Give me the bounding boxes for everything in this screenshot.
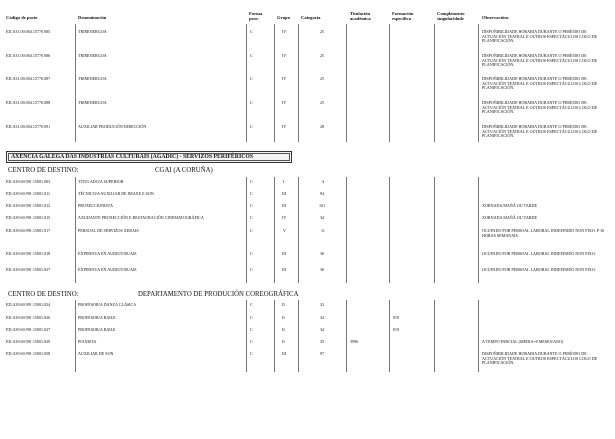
row-grupo: II — [282, 327, 285, 332]
row-code: ED.A39.60.991.15001.027 — [6, 267, 51, 272]
grid-line — [274, 24, 275, 142]
row-forma: C — [250, 302, 253, 307]
row-observacions: XORNADA MAÑÁ OU TARDE — [482, 203, 537, 208]
grid-line — [478, 177, 479, 283]
row-code: ED.A31.00.004.15770.088 — [6, 100, 51, 105]
row-code: ED.A39.60.991.15001.011 — [6, 191, 51, 196]
row-categoria: 94 — [320, 191, 325, 196]
row-forma: C — [250, 29, 253, 34]
row-grupo: II — [282, 302, 285, 307]
col-header-complemento: Complemento singularidade — [437, 11, 465, 22]
row-grupo: III — [282, 203, 287, 208]
agency-band-title: AXENCIA GALEGA DAS INDUSTRIAS CULTURAIS (AGADIC) - SERVIZOS PERIFÉRICOS — [11, 154, 254, 160]
row-observacions: DISPOÑIBILIDADE HORARIA DURANTE O PERÍODO DE ACTUACIÓN TEATRAL E OUTROS ESPECTÁCULOS LOGO DE PLANIFICACIÓN. — [482, 76, 598, 91]
row-categoria: 11 — [321, 228, 325, 233]
row-observacions: DISPOÑIBILIDADE HORARIA DURANTE O PERÍODO DE ACTUACIÓN TEATRAL E OUTROS ESPECTÁCULOS LOGO DE PLANIFICACIÓN. — [482, 53, 598, 68]
row-grupo: V — [283, 228, 286, 233]
row-observacions: DISPOÑIBILIDADE HORARIA DURANTE O PERÍODO DE ACTUACIÓN TEATRAL E OUTROS ESPECTÁCULOS LOGO DE PLANIFICACIÓN. — [482, 29, 598, 44]
row-categoria: 25 — [320, 29, 325, 34]
row-categoria: 34 — [320, 215, 325, 220]
row-grupo: III — [282, 267, 287, 272]
row-denominacion: PERSOAL DE SERVIZOS XERAIS — [78, 228, 139, 233]
row-categoria: 34 — [320, 327, 325, 332]
row-denominacion: PROFESOR/A DANZA CLÁSICA — [78, 302, 137, 307]
row-code: ED.A39.60.991.15001.058 — [6, 351, 51, 356]
row-grupo: IV — [282, 76, 287, 81]
row-code: ED.A39.60.991.15001.026 — [6, 315, 51, 320]
grid-line — [478, 300, 479, 372]
col-header-titulacion: Titulación académica — [350, 11, 371, 22]
grid-line — [298, 24, 299, 142]
grid-line — [246, 24, 247, 142]
row-grupo: IV — [282, 215, 287, 220]
grid-line — [346, 24, 347, 142]
row-observacions: OCUPADO POR PERSOAL LABORAL INDEFINIDO NON FIXO. — [482, 267, 596, 272]
row-observacions: DISPOÑIBILIDADE HORARIA DURANTE O PERÍODO DE ACTUACIÓN TEATRAL E OUTROS ESPECTÁCULOS LOGO DE PLANIFICACIÓN. — [482, 124, 598, 139]
row-observacions: OCUPADO POR PERSOAL LABORAL INDEFINIDO NON FIXO. — [482, 251, 596, 256]
row-code: ED.A39.60.991.15001.029 — [6, 339, 51, 344]
row-denominacion: AUXILIAR DE SON — [78, 351, 114, 356]
col-header-grupo: Grupo — [277, 15, 291, 20]
centro1-name: CGAI (A CORUÑA) — [155, 167, 213, 174]
row-denominacion: TRIMOIERGOA — [78, 29, 107, 34]
row-forma: C — [250, 215, 253, 220]
row-forma: C — [250, 124, 253, 129]
row-code: ED.A39.60.991.15001.015 — [6, 215, 51, 220]
col-header-observacions: Observacións — [482, 15, 509, 20]
row-denominacion: TRIMOIERGOA — [78, 76, 107, 81]
row-observacions: DISPOÑIBILIDADE HORARIA DURANTE O PERÍODO DE ACTUACIÓN TEATRAL E OUTROS ESPECTÁCULOS LOGO DE PLANIFICACIÓN. — [482, 100, 598, 115]
row-code: ED.A39.60.991.15001.017 — [6, 228, 51, 233]
grid-line — [434, 24, 435, 142]
row-observacions: OCUPADO POR PERSOAL LABORAL INDEFINIDO NON FIXO. P 16 HORAS SEMANAIS. — [482, 228, 605, 238]
row-denominacion: TÉCNICO/A AUXILIAR DE IMAXE E SON — [78, 191, 154, 196]
row-observacions: DISPOÑIBILIDADE HORARIA DURANTE O PERÍODO DE ACTUACIÓN TEATRAL E OUTROS ESPECTÁCULOS LOGO DE PLANIFICACIÓN. — [482, 351, 598, 366]
row-grupo: III — [282, 191, 287, 196]
row-titulacion: 3996 — [350, 339, 359, 344]
row-forma: C — [250, 191, 253, 196]
row-grupo: IV — [282, 53, 287, 58]
grid-line — [346, 300, 347, 372]
row-denominacion: PROFESOR/A BAILE — [78, 315, 116, 320]
grid-line — [478, 24, 479, 142]
row-categoria: 101 — [319, 203, 326, 208]
row-forma: C — [250, 203, 253, 208]
row-code: ED.A31.00.004.15770.086 — [6, 53, 51, 58]
row-categoria: 25 — [320, 53, 325, 58]
row-forma: C — [250, 251, 253, 256]
grid-line — [389, 177, 390, 283]
row-forma: C — [250, 315, 253, 320]
row-categoria: 25 — [320, 76, 325, 81]
row-categoria: 36 — [320, 267, 325, 272]
row-categoria: 4 — [322, 179, 325, 184]
row-forma: C — [250, 76, 253, 81]
row-code: ED.A39.60.991.15001.018 — [6, 251, 51, 256]
row-grupo: II — [282, 339, 285, 344]
row-denominacion: TITULADO/A SUPERIOR — [78, 179, 124, 184]
row-denominacion: TRIMOIERGOA — [78, 100, 107, 105]
row-grupo: IV — [282, 29, 287, 34]
grid-line — [298, 300, 299, 372]
row-categoria: 28 — [320, 124, 325, 129]
col-header-categoria: Categoría — [301, 15, 321, 20]
grid-line — [75, 177, 76, 283]
row-forma: C — [250, 228, 253, 233]
row-denominacion: AUXILIAR PRODUCIÓN-DIRECCIÓN — [78, 124, 147, 129]
row-forma: C — [250, 351, 253, 356]
row-denominacion: TRIMOIERGOA — [78, 53, 107, 58]
row-denominacion: PROXECCIONISTA — [78, 203, 113, 208]
col-header-forma-prov: Forma prov. — [249, 11, 263, 22]
row-code: ED.A39.60.991.15001.027 — [6, 327, 51, 332]
row-observacions: A TEMPO PARCIAL (MEDIA=8 MESES/ANO) — [482, 339, 564, 344]
grid-line — [346, 177, 347, 283]
row-grupo: IV — [282, 100, 287, 105]
row-code: ED.A31.00.004.15770.091 — [6, 124, 51, 129]
centro1-label: CENTRO DE DESTINO: — [8, 167, 79, 174]
row-grupo: I — [283, 179, 285, 184]
row-code: ED.A31.00.004.15770.085 — [6, 29, 51, 34]
centro2-label: CENTRO DE DESTINO: — [8, 291, 79, 298]
agency-band — [6, 151, 292, 163]
grid-line — [75, 300, 76, 372]
grid-line — [246, 300, 247, 372]
row-denominacion: PIANISTA — [78, 339, 97, 344]
grid-line — [75, 24, 76, 142]
row-categoria: 33 — [320, 302, 325, 307]
grid-line — [434, 300, 435, 372]
centro2-name: DEPARTAMENTO DE PRODUCIÓN COREOGRÁFICA — [138, 291, 299, 298]
grid-line — [246, 177, 247, 283]
col-header-denominacion: Denominación — [78, 15, 107, 20]
row-formacion: 819 — [393, 327, 400, 332]
row-grupo: III — [282, 251, 287, 256]
col-header-formacion: Formación específica — [392, 11, 414, 22]
row-categoria: 25 — [320, 100, 325, 105]
row-forma: C — [250, 339, 253, 344]
grid-line — [389, 300, 390, 372]
row-categoria: 35 — [320, 339, 325, 344]
row-categoria: 36 — [320, 251, 325, 256]
row-denominacion: EXPERTO/A EN AUDIOVISUAIS — [78, 251, 137, 256]
row-grupo: III — [282, 351, 287, 356]
row-code: ED.A39.60.991.15001.012 — [6, 203, 51, 208]
grid-line — [389, 24, 390, 142]
row-grupo: II — [282, 315, 285, 320]
row-code: ED.A39.60.991.15001.003 — [6, 179, 51, 184]
grid-line — [274, 300, 275, 372]
row-forma: C — [250, 179, 253, 184]
col-header-codigo: Código de posto — [6, 15, 38, 20]
row-code: ED.A31.00.004.15770.087 — [6, 76, 51, 81]
row-forma: C — [250, 267, 253, 272]
row-formacion: 819 — [393, 315, 400, 320]
row-denominacion: PROFESOR/A BAILE — [78, 327, 116, 332]
row-forma: C — [250, 327, 253, 332]
grid-line — [298, 177, 299, 283]
row-categoria: 34 — [320, 315, 325, 320]
grid-line — [274, 177, 275, 283]
row-grupo: IV — [282, 124, 287, 129]
row-denominacion: AXUDANTE PROXECCIÓN E RESTAURACIÓN CINEMATOGRÁFICA — [78, 215, 204, 220]
row-observacions: XORNADA MAÑÁ OU TARDE — [482, 215, 537, 220]
row-forma: C — [250, 53, 253, 58]
row-code: ED.A39.60.991.15001.024 — [6, 302, 51, 307]
grid-line — [434, 177, 435, 283]
row-denominacion: EXPERTO/A EN AUDIOVISUAIS — [78, 267, 137, 272]
row-categoria: 97 — [320, 351, 325, 356]
row-forma: C — [250, 100, 253, 105]
